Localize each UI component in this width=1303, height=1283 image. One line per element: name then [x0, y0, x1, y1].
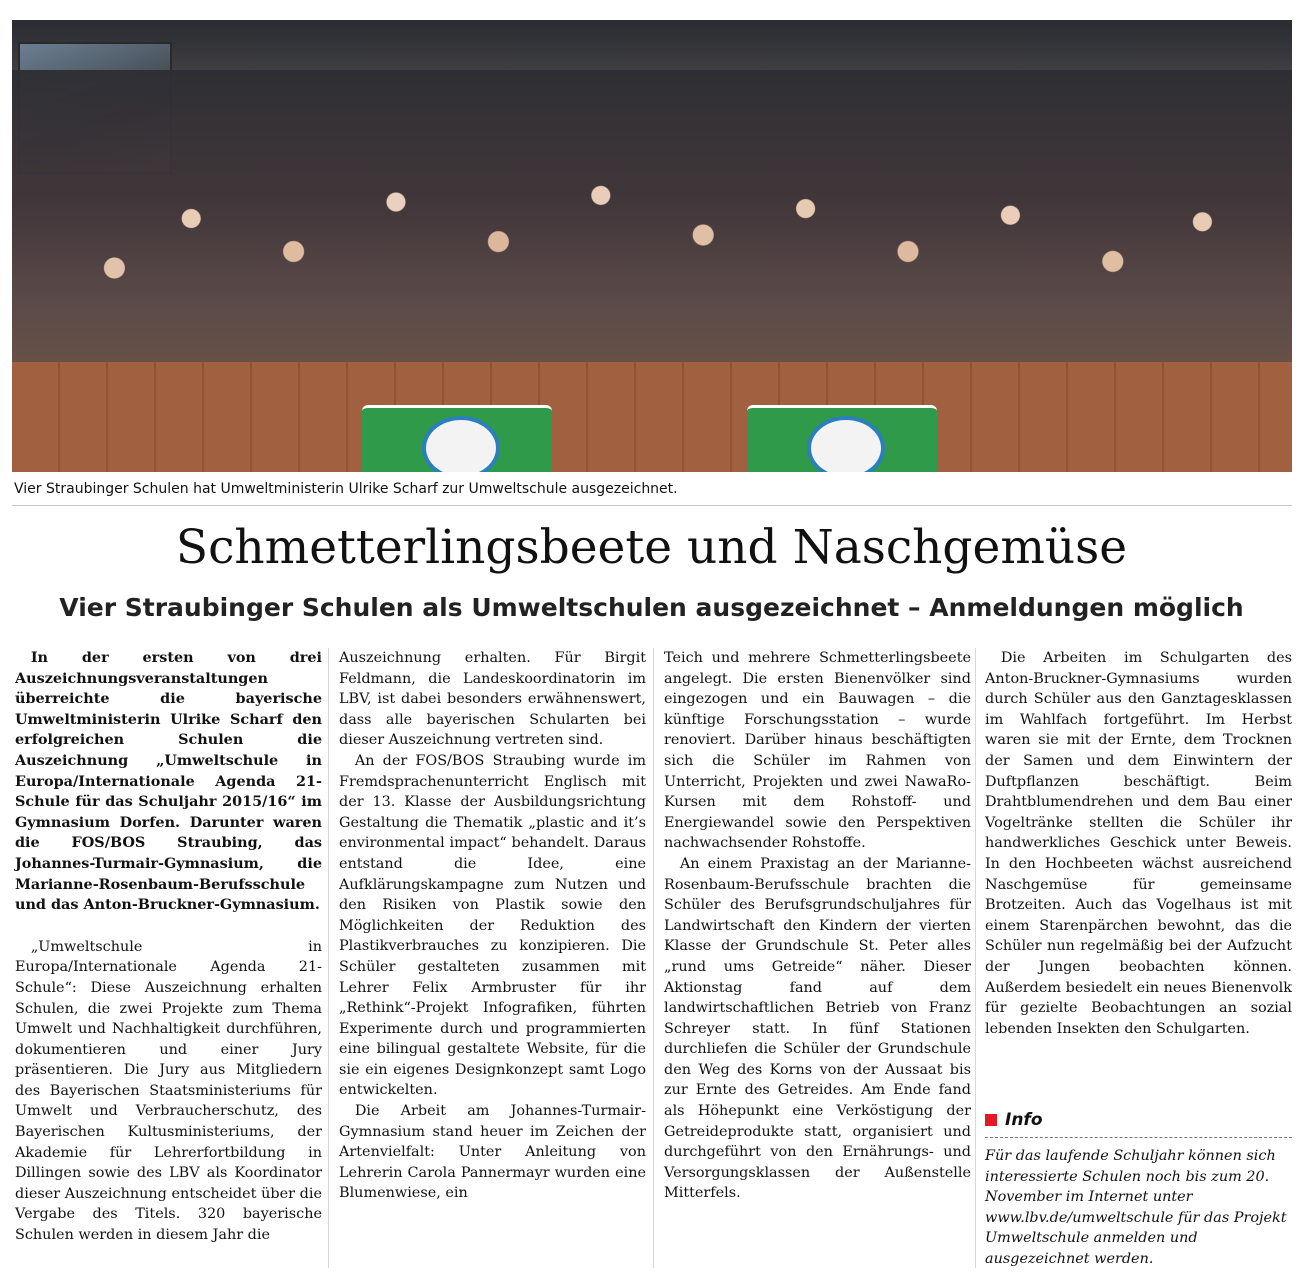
column-divider	[328, 648, 329, 1268]
article-column-3	[664, 648, 971, 1204]
article-paragraph: An der FOS/BOS Straubing wurde im Fremdsprachenunterricht Englisch mit der 13. Klasse der Ausbildungsrichtung Gestaltung die Thematik „plastic and it’s environmental impact“ behandelt. Daraus entstand die Idee, eine Aufklärungskampagne zum Nutzen und den Risiken von Plastik sowie den Möglichkeiten der Reduktion des Plastikverbrauches zu konzipieren. Die Schüler gestalteten zusammen mit Lehrer Felix Armbruster für ihr „Rethink“-Projekt Infografiken, führten Experimente durch und programmierten eine bilingual gestaltete Website, für die sie ein eigenes Designkonzept samt Logo entwickelten.	[339, 752, 646, 1099]
column-divider	[653, 648, 654, 1268]
article-paragraph: An einem Praxistag an der Marianne-Rosenbaum-Berufsschule brachten die Schüler des Berufsgrundschuljahres für Landwirtschaft den Kindern der vierten Klasse der Grundschule St. Peter alles „rund ums Getreide“ näher. Dieser Aktionstag fand auf dem landwirtschaftlichen Betrieb von Franz Schreyer statt. In fünf Stationen durchliefen die Schüler der Grundschule den Weg des Korns von der Aussaat bis zur Ernte des Getreides. Am Ende fand als Höhepunkt eine Verköstigung der Getreideprodukte statt, organisiert und durchgeführt von den Ernährungs- und Versorgungsklassen der Außenstelle Mitterfels.	[664, 855, 971, 1202]
info-divider	[985, 1137, 1292, 1139]
article-lead: In der ersten von drei Auszeichnungsveranstaltungen überreichte die bayerische Umweltministerin Ulrike Scharf den erfolgreichen Schulen die Auszeichnung „Umweltschule in Europa/Internationale Agenda 21-Schule für das Schuljahr 2015/16“ im Gymnasium Dorfen. Darunter waren die FOS/BOS Straubing, das Johannes-Turmair-Gymnasium, die Marianne-Rosenbaum-Berufsschule und das Anton-Bruckner-Gymnasium.	[15, 649, 322, 914]
info-box-header	[985, 1110, 1043, 1130]
photo-caption: Vier Straubinger Schulen hat Umweltministerin Ulrike Scharf zur Umweltschule ausgezeichnet.	[14, 481, 678, 497]
article-paragraph: Teich und mehrere Schmetterlingsbeete angelegt. Die ersten Bienenvölker sind eingezogen und ein Bauwagen – die künftige Forschungsstation – wurde renoviert. Darüber hinaus beschäftigten sich die Schüler im Rahmen von Unterricht, Projekten und zwei NawaRo-Kursen mit dem Rohstoff- und Energiewandel sowie den Perspektiven nachwachsender Rohstoffe.	[664, 650, 971, 852]
caption-divider	[12, 505, 1292, 506]
article-paragraph: Auszeichnung erhalten. Für Birgit Feldmann, die Landeskoordinatorin im LBV, ist dabei besonders erwähnenswert, dass alle bayerischen Schularten bei dieser Auszeichnung vertreten sind.	[339, 650, 646, 749]
column-divider	[975, 648, 976, 1268]
photo-floor	[12, 362, 1292, 472]
group-photo	[12, 20, 1292, 472]
subheadline: Vier Straubinger Schulen als Umweltschulen ausgezeichnet – Anmeldungen möglich	[59, 593, 1244, 622]
info-box-text: Für das laufende Schuljahr können sich interessierte Schulen noch bis zum 20. November im Internet unter www.lbv.de/umweltschule für das Projekt Umweltschule anmelden und ausgezeichnet werden.	[985, 1148, 1287, 1267]
article-column-1	[15, 648, 322, 1246]
article-paragraph: Die Arbeiten im Schulgarten des Anton-Bruckner-Gymnasiums wurden durch Schüler aus den Ganztagesklassen im Wahlfach fortgeführt. Im Herbst waren sie mit der Ernte, dem Trocknen der Samen und dem Einwintern der Duftpflanzen beschäftigt. Beim Drahtblumendrehen und dem Bau einer Vogeltränke stellten die Schüler ihr handwerkliches Geschick unter Beweis. In den Hochbeeten wächst ausreichend Naschgemüse für gemeinsame Brotzeiten. Auch das Vogelhaus ist mit einem Starenpärchen bewohnt, das die Schüler nun regelmäßig bei der Aufzucht der Jungen beobachten können. Außerdem besiedelt ein neues Bienenvolk für gezielte Beobachtungen an sozial lebenden Insekten den Schulgarten.	[985, 650, 1292, 1037]
info-label: Info	[1005, 1110, 1043, 1130]
umweltschule-flag-right	[747, 405, 937, 472]
article-paragraph: Die Arbeit am Johannes-Turmair-Gymnasium stand heuer im Zeichen der Artenvielfalt: Unter Anleitung von Lehrerin Carola Pannermayr wurden eine Blumenwiese, ein	[339, 1103, 646, 1202]
info-marker-icon	[985, 1114, 997, 1126]
article-column-2	[339, 648, 646, 1204]
article-paragraph: „Umweltschule in Europa/Internationale Agenda 21-Schule“: Diese Auszeichnung erhalten Schulen, die zwei Projekte zum Thema Umwelt und Nachhaltigkeit durchführen, dokumentieren und einer Jury präsentieren. Die Jury aus Mitgliedern des Bayerischen Staatsministeriums für Umwelt und Verbraucherschutz, des Bayerischen Kultusministeriums, der Akademie für Lehrerfortbildung in Dillingen sowie des LBV als Koordinator dieser Auszeichnung entscheidet über die Vergabe des Titels. 320 bayerische Schulen werden in diesem Jahr die	[15, 938, 322, 1244]
headline: Schmetterlingsbeete und Naschgemüse	[175, 520, 1128, 575]
photo-crowd	[12, 70, 1292, 400]
umweltschule-flag-left	[362, 405, 552, 472]
article-column-4	[985, 648, 1292, 1039]
